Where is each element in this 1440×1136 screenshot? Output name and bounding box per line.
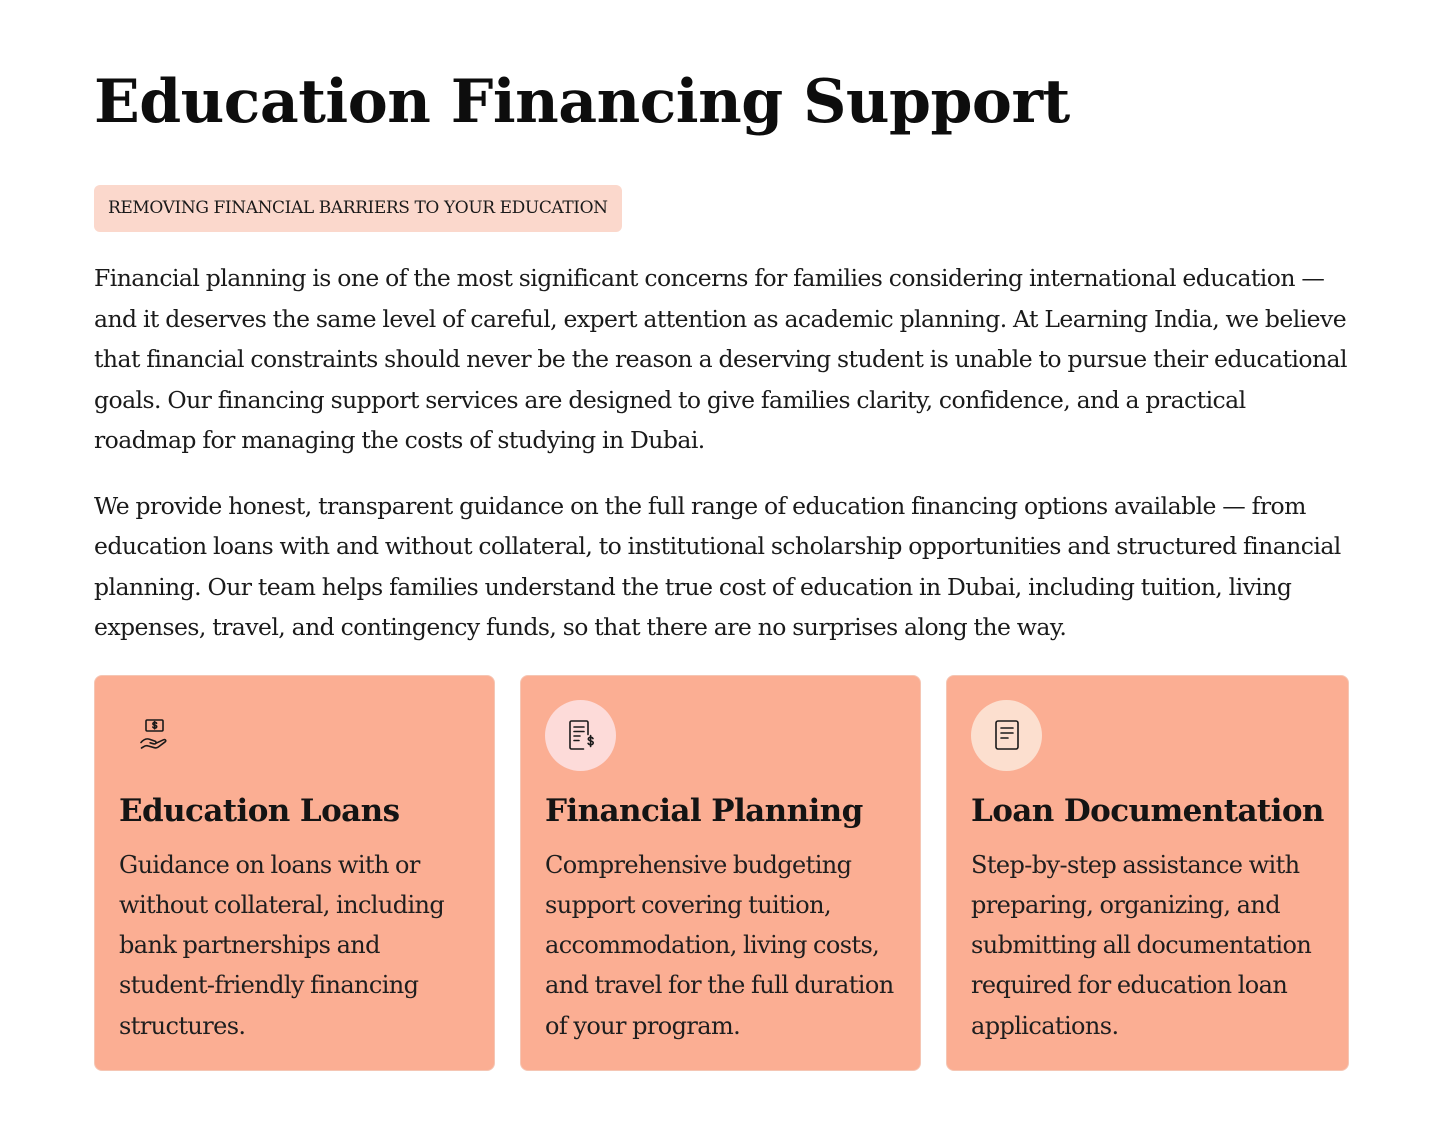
card-description: Guidance on loans with or without collateral, including bank partnerships and student-friendly financing structures.	[119, 850, 445, 1040]
page-title: Education Financing Support	[94, 67, 1070, 137]
service-card-education-loans	[94, 675, 495, 1071]
card-title: Education Loans	[119, 792, 400, 829]
card-description: Comprehensive budgeting support covering tuition, accommodation, living costs, and travel for the full duration of your program.	[545, 850, 894, 1040]
guidance-paragraph: We provide honest, transparent guidance on the full range of education financing options available — from education loans with and without collateral, to institutional scholarship opportunities and structured financial planning. Our team helps families understand the true cost of education in Dubai, including tuition, living expenses, travel, and contingency funds, so that there are no surprises along the way.	[94, 491, 1341, 641]
document-icon	[971, 700, 1042, 771]
card-title: Financial Planning	[545, 792, 863, 829]
invoice-dollar-icon	[545, 700, 616, 771]
tagline-badge: REMOVING FINANCIAL BARRIERS TO YOUR EDUCATION	[94, 185, 622, 232]
card-title: Loan Documentation	[971, 792, 1324, 829]
intro-paragraph: Financial planning is one of the most significant concerns for families considering international education — and it deserves the same level of careful, expert attention as academic planning. At Learning India, we believe that financial constraints should never be the reason a deserving student is unable to pursue their educational goals. Our financing support services are designed to give families clarity, confidence, and a practical roadmap for managing the costs of studying in Dubai.	[94, 264, 1347, 454]
service-cards	[94, 675, 1346, 1071]
money-in-hand-icon	[119, 700, 190, 771]
service-card-loan-documentation	[946, 675, 1349, 1071]
service-card-financial-planning	[520, 675, 921, 1071]
card-description: Step-by-step assistance with preparing, organizing, and submitting all documentation required for education loan applications.	[971, 850, 1312, 1040]
